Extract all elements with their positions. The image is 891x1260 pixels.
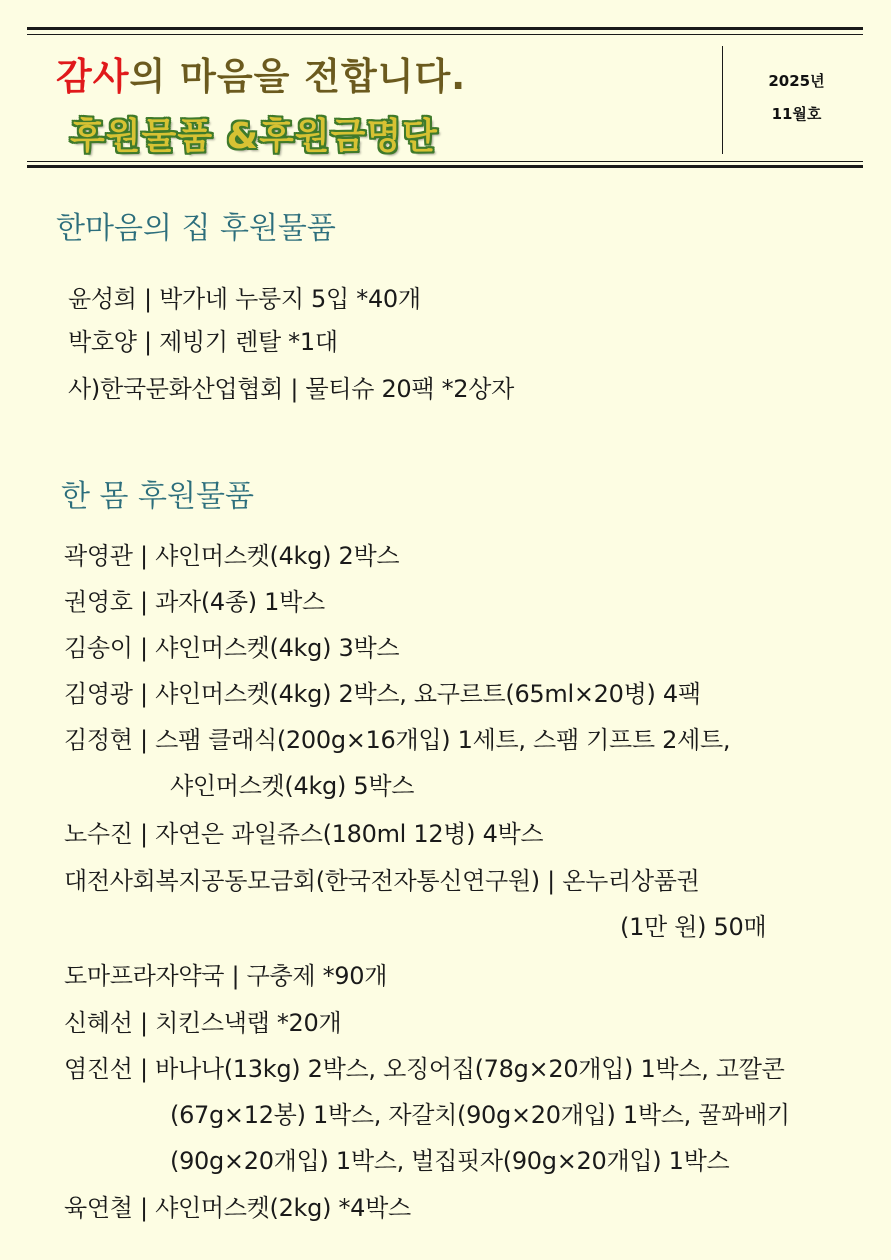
page-subtitle: 후원물품 &후원금명단 bbox=[70, 116, 438, 157]
donation-item-continued: (1만 원) 50매 bbox=[620, 913, 767, 941]
donation-item: 박호양 | 제빙기 렌탈 *1대 bbox=[68, 328, 338, 356]
donation-item: 신혜선 | 치킨스낵랩 *20개 bbox=[64, 1009, 342, 1037]
header-top-rule bbox=[27, 27, 863, 30]
donation-item: 김송이 | 샤인머스켓(4kg) 3박스 bbox=[64, 634, 400, 662]
issue-month: 11월호 bbox=[771, 105, 822, 123]
issue-year: 2025년 bbox=[768, 72, 825, 90]
donation-item: 노수진 | 자연은 과일쥬스(180ml 12병) 4박스 bbox=[64, 820, 544, 848]
donation-item: 육연철 | 샤인머스켓(2kg) *4박스 bbox=[64, 1194, 411, 1222]
donation-item: 대전사회복지공동모금회(한국전자통신연구원) | 온누리상품권 bbox=[64, 867, 700, 895]
donation-item: 염진선 | 바나나(13kg) 2박스, 오징어집(78g×20개입) 1박스, 고깔콘 bbox=[64, 1055, 785, 1083]
donation-item: 권영호 | 과자(4종) 1박스 bbox=[64, 588, 325, 616]
title-rest: 의 마음을 전합니다. bbox=[129, 55, 467, 98]
donation-item-continued: (90g×20개입) 1박스, 벌집핏자(90g×20개입) 1박스 bbox=[170, 1147, 730, 1175]
header-bottom-thin-rule bbox=[27, 161, 863, 162]
section-title-hanmom: 한 몸 후원물품 bbox=[61, 479, 254, 514]
header-top-thin-rule bbox=[27, 34, 863, 35]
donation-item: 김정현 | 스팸 클래식(200g×16개입) 1세트, 스팸 기프트 2세트, bbox=[64, 726, 731, 754]
donation-item-continued: (67g×12봉) 1박스, 자갈치(90g×20개입) 1박스, 꿀꽈배기 bbox=[170, 1101, 790, 1129]
donation-item: 곽영관 | 샤인머스켓(4kg) 2박스 bbox=[64, 542, 400, 570]
header-bottom-rule bbox=[27, 165, 863, 168]
donation-item: 윤성희 | 박가네 누룽지 5입 *40개 bbox=[68, 285, 421, 313]
header-divider bbox=[722, 46, 723, 154]
donation-item: 김영광 | 샤인머스켓(4kg) 2박스, 요구르트(65ml×20병) 4팩 bbox=[64, 680, 701, 708]
section-title-hanmaeum: 한마음의 집 후원물품 bbox=[56, 211, 336, 246]
donation-item: 사)한국문화산업협회 | 물티슈 20팩 *2상자 bbox=[68, 375, 515, 403]
donation-item: 도마프라자약국 | 구충제 *90개 bbox=[64, 962, 388, 990]
title-highlight: 감사 bbox=[56, 55, 130, 98]
page-title bbox=[56, 46, 466, 100]
donation-item-continued: 샤인머스켓(4kg) 5박스 bbox=[170, 772, 415, 800]
